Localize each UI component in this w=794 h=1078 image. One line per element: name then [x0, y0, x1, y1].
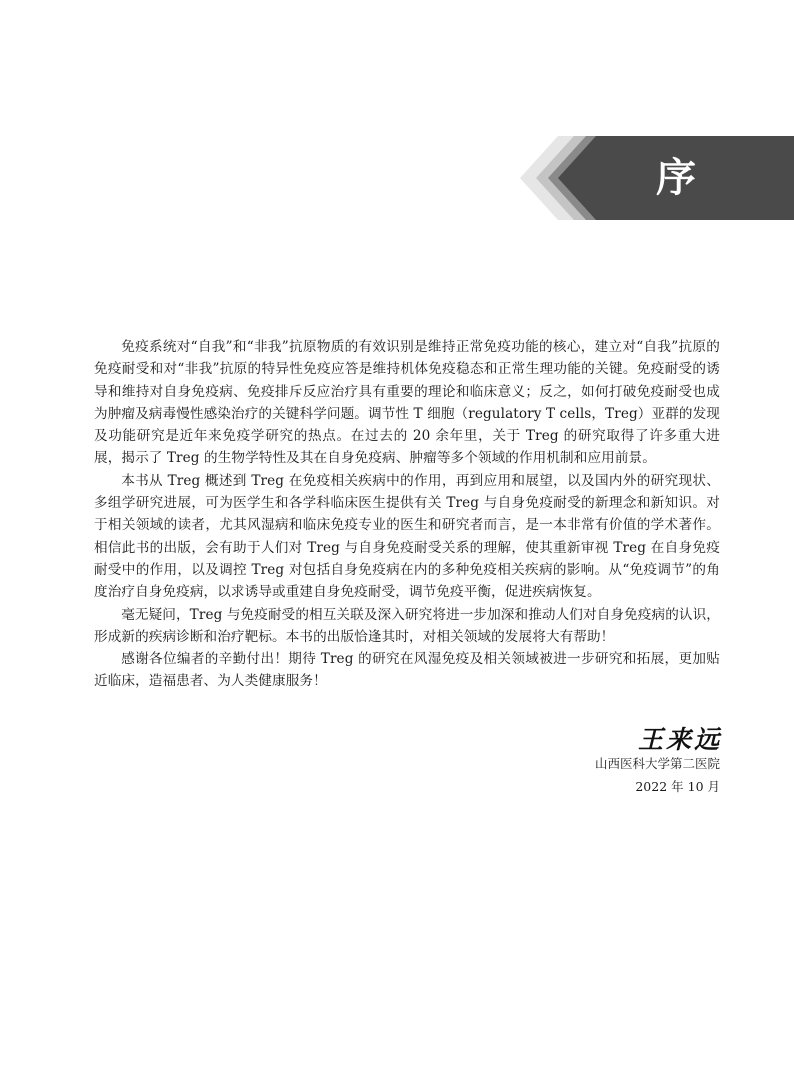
author-affiliation: 山西医科大学第二医院 [594, 756, 720, 771]
paragraph: 免疫系统对“自我”和“非我”抗原物质的有效识别是维持正常免疫功能的核心，建立对“自我”抗原的免疫耐受和对“非我”抗原的特异性免疫应答是维持机体免疫稳态和正常生理功能的关键。免疫耐受的诱导和维持对自身免疫病、免疫排斥反应治疗具有重要的理论和临床意义；反之，如何打破免疫耐受也成为肿瘤及病毒慢性感染治疗的关键科学问题。调节性 T 细胞（regulatory T cells，Treg）亚群的发现及功能研究是近年来免疫学研究的热点。在过去的 20 余年里，关于 Treg 的研究取得了许多重大进展，揭示了 Treg 的生物学特性及其在自身免疫病、肿瘤等多个领域的作用机制和应用前景。 [94, 339, 720, 467]
paragraph: 感谢各位编者的辛勤付出！期待 Treg 的研究在风湿免疫及相关领域被进一步研究和拓展，更加贴近临床，造福患者、为人类健康服务！ [94, 651, 720, 690]
signature-date: 2022 年 10 月 [635, 779, 720, 794]
page-title: 序 [656, 154, 696, 201]
preface-body [94, 336, 720, 693]
paragraph: 毫无疑问，Treg 与免疫耐受的相互关联及深入研究将进一步加深和推动人们对自身免疫病的认识，形成新的疾病诊断和治疗靶标。本书的出版恰逢其时，对相关领域的发展将大有帮助！ [94, 606, 720, 645]
author-signature: 王来远 [637, 725, 722, 754]
paragraph: 本书从 Treg 概述到 Treg 在免疫相关疾病中的作用，再到应用和展望，以及国内外的研究现状、多组学研究进展，可为医学生和各学科临床医生提供有关 Treg 与自身免疫耐受的新理念和新知识。对于相关领域的读者，尤其风湿病和临床免疫专业的医生和研究者而言，是一本非常有价值的学术著作。相信此书的出版，会有助于人们对 Treg 与自身免疫耐受关系的理解，使其重新审视 Treg 在自身免疫耐受中的作用，以及调控 Treg 对包括自身免疫病在内的多种免疫相关疾病的影响。从“免疫调节”的角度治疗自身免疫病，以求诱导或重建自身免疫耐受，调节免疫平衡，促进疾病恢复。 [94, 472, 720, 601]
chapter-banner [520, 136, 794, 220]
